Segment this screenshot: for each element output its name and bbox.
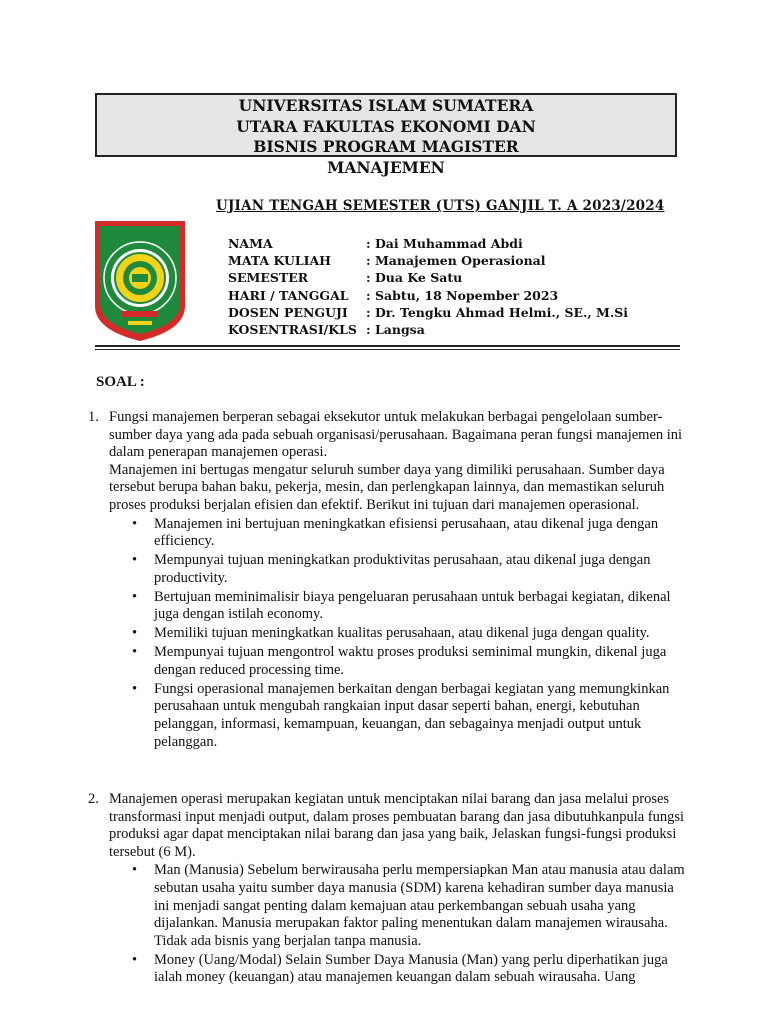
info-label: NAMA [228,236,273,251]
question-text: Fungsi manajemen berperan sebagai eksekutor untuk melakukan berbagai pengelolaan sumber-sumber daya yang ada pada sebuah organisasi/perusahaan. Bagaimana peran fungsi manajemen ini dalam penerapan manajemen operasi. [109,409,683,461]
list-item-text: Memiliki tujuan meningkatkan kualitas perusahaan, atau dikenal juga dengan quality. [154,625,650,642]
info-value: : Dai Muhammad Abdi [366,236,523,251]
list-item [132,625,692,643]
list-item-text: Bertujuan meminimalisir biaya pengeluaran perusahaan untuk berbagai kegiatan, dikenal juga dengan istilah economy. [154,588,671,623]
info-value: : Dua Ke Satu [366,270,463,286]
info-row [228,235,628,252]
question-1 [88,409,692,753]
list-item-text: Mempunyai tujuan mengontrol waktu proses produksi seminimal mungkin, dikenal juga dengan reduced processing time. [154,644,667,678]
question-number: 1. [88,409,99,425]
info-row [228,287,628,304]
list-item-text: Man (Manusia) Sebelum berwirausaha perlu mempersiapkan Man atau manusia atau dalam sebutan usaha yaitu sumber daya manusia (SDM) karena kehadiran sumber daya manusia ini menjadi sangat penting dalam kemajuan atau perkembangan sebuah usaha yang dijalankan. Manusia merupakan faktor paling menentukan dalam manajemen wirausaha. Tidak ada bisnis yang berjalan tanpa manusia. [154,862,685,949]
list-item [132,862,692,950]
info-label: MATA KULIAH [228,253,331,269]
list-item [132,680,692,751]
list-item-text: Manajemen ini bertujuan meningkatkan efisiensi perusahaan, atau dikenal juga dengan efficiency. [154,515,659,550]
exam-title: UJIAN TENGAH SEMESTER (UTS) GANJIL T. A 2023/2024 [216,198,665,214]
list-item-text: Mempunyai tujuan meningkatkan produktivitas perusahaan, atau dikenal juga dengan productivity. [154,552,651,586]
list-item-text: Money (Uang/Modal) Selain Sumber Daya Manusia (Man) yang perlu diperhatikan juga ialah money (keuangan) atau manajemen keuangan dalam sebuah wirausaha. Uang [154,951,668,986]
question-text: Manajemen operasi merupakan kegiatan untuk menciptakan nilai barang dan jasa melalui proses transformasi input menjadi output, dalam proses pembuatan barang dan jasa dibutuhkanpula fungsi produksi agar dapat menciptakan nilai barang dan jasa yang baik, Jelaskan fungsi-fungsi produksi tersebut (6 M). [109,791,685,860]
university-title-line: MANAJEMEN [327,157,445,177]
university-title-line: UNIVERSITAS ISLAM SUMATERA [238,96,534,115]
soal-label: SOAL : [96,374,145,390]
bullet-icon: • [132,625,138,642]
university-seal-icon [92,218,188,344]
info-value: : Sabtu, 18 Nopember 2023 [366,287,559,303]
info-row [228,304,628,321]
answer-bullet-list [88,862,692,987]
university-title-line: BISNIS PROGRAM MAGISTER [253,137,519,156]
bullet-icon: • [132,644,138,661]
list-item [132,515,692,551]
info-label: HARI / TANGGAL [228,287,349,303]
list-item [132,588,692,624]
university-title-line: UTARA FAKULTAS EKONOMI DAN [236,116,536,136]
info-value: : Dr. Tengku Ahmad Helmi., SE., M.Si [366,304,629,320]
student-info [228,235,628,338]
info-label: SEMESTER [228,270,309,286]
bullet-icon: • [132,680,138,697]
header-divider [95,349,680,350]
info-label: KOSENTRASI/KLS [228,322,357,338]
info-row [228,321,628,338]
answer-bullet-list [88,516,692,752]
bullet-icon: • [132,588,138,605]
header-divider [95,345,680,347]
info-row [228,252,628,269]
question-number: 2. [88,791,99,807]
info-label: DOSEN PENGUJI [228,304,348,320]
university-title [95,96,677,178]
bullet-icon: • [132,515,138,532]
answer-text: Manajemen ini bertugas mengatur seluruh sumber daya yang dimiliki perusahaan. Sumber daya tersebut berupa bahan baku, pekerja, mesin, dan perlengkapan lainnya, dan memastikan seluruh proses produksi berjalan efisien dan efektif. Berikut ini tujuan dari manajemen operasional. [109,461,665,513]
bullet-icon: • [132,862,138,879]
bullet-icon: • [132,552,138,569]
info-row [228,269,628,286]
list-item-text: Fungsi operasional manajemen berkaitan dengan berbagai kegiatan yang memungkinkan perusahaan untuk mengubah rangkaian input dasar seperti bahan, energi, kebutuhan pelanggan, informasi, kemampuan, keuangan, dan sebagainya menjadi output untuk pelanggan. [154,680,670,750]
list-item [132,951,692,987]
list-item [132,644,692,679]
question-2 [88,791,692,988]
list-item [132,552,692,587]
info-value: : Langsa [366,322,425,338]
bullet-icon: • [132,951,138,968]
info-value: : Manajemen Operasional [366,253,546,269]
